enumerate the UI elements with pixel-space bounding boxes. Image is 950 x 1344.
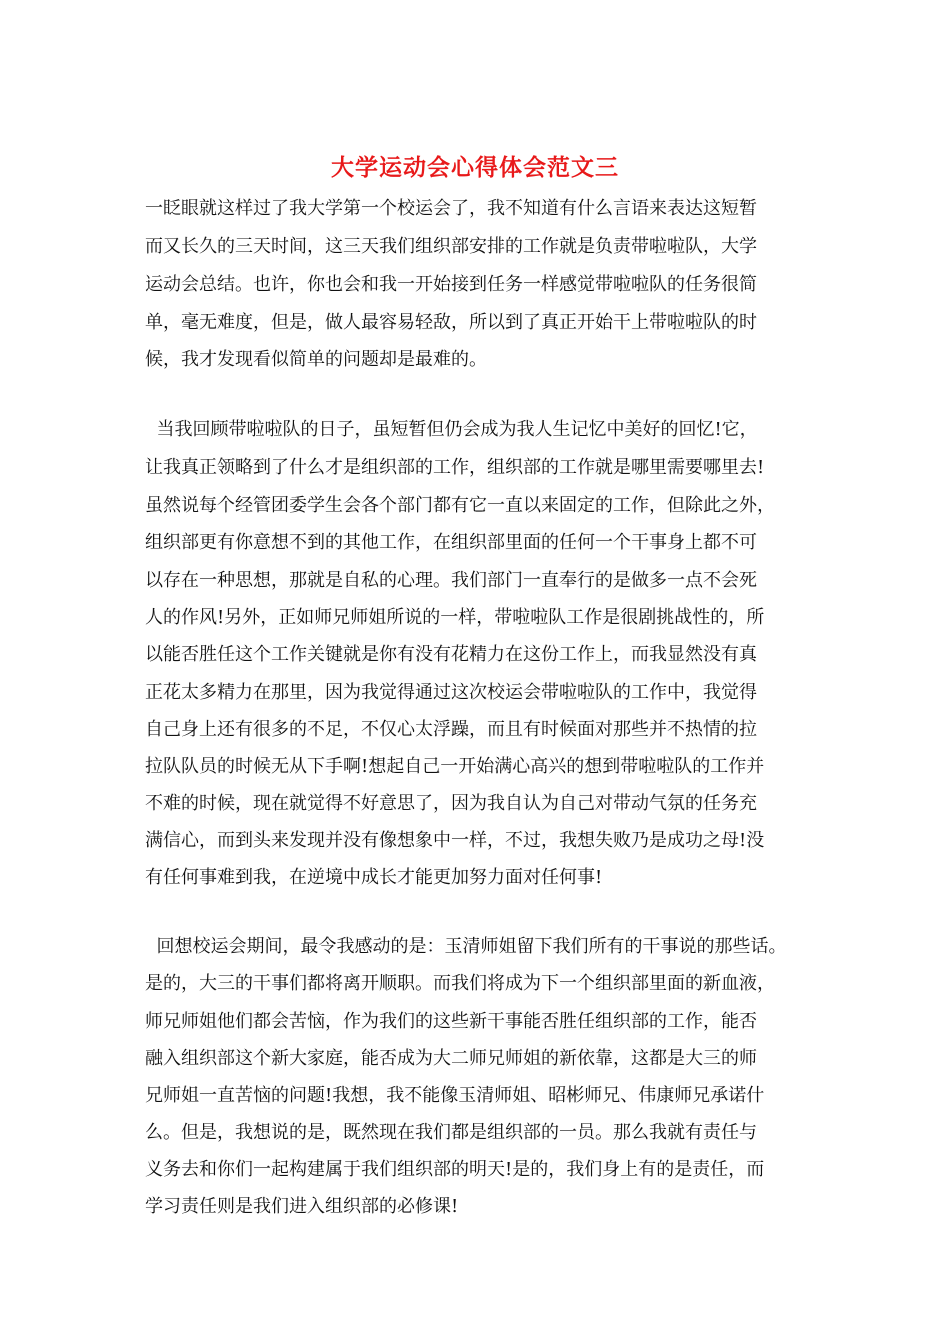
document-title: 大学运动会心得体会范文三 [331, 154, 619, 181]
text-line: 以能否胜任这个工作关键就是你有没有花精力在这份工作上，而我显然没有真 [145, 644, 757, 665]
text-line: 义务去和你们一起构建属于我们组织部的明天!是的，我们身上有的是责任，而 [145, 1159, 765, 1180]
text-line: 单，毫无难度，但是，做人最容易轻敌，所以到了真正开始干上带啦啦队的时 [145, 312, 757, 333]
text-line: 不难的时候，现在就觉得不好意思了，因为我自认为自己对带动气氛的任务充 [145, 793, 757, 814]
text-line: 以存在一种思想，那就是自私的心理。我们部门一直奉行的是做多一点不会死 [145, 570, 757, 591]
text-line: 而又长久的三天时间，这三天我们组织部安排的工作就是负责带啦啦队，大学 [145, 236, 757, 257]
text-line: 兄师姐一直苦恼的问题!我想，我不能像玉清师姐、昭彬师兄、伟康师兄承诺什 [145, 1085, 765, 1106]
text-line: 虽然说每个经管团委学生会各个部门都有它一直以来固定的工作，但除此之外， [145, 495, 775, 516]
text-line: 组织部更有你意想不到的其他工作，在组织部里面的任何一个干事身上都不可 [145, 532, 757, 553]
text-line: 满信心，而到头来发现并没有像想象中一样，不过，我想失败乃是成功之母!没 [145, 830, 765, 851]
text-line: 人的作风!另外，正如师兄师姐所说的一样，带啦啦队工作是很剧挑战性的，所 [145, 607, 765, 628]
text-line: 么。但是，我想说的是，既然现在我们都是组织部的一员。那么我就有责任与 [145, 1122, 757, 1143]
text-line: 运动会总结。也许，你也会和我一开始接到任务一样感觉带啦啦队的任务很简 [145, 274, 757, 295]
text-line: 学习责任则是我们进入组织部的必修课! [145, 1196, 459, 1217]
text-line: 候，我才发现看似简单的问题却是最难的。 [145, 349, 487, 370]
text-line: 回想校运会期间，最令我感动的是：玉清师姐留下我们所有的干事说的那些话。 [145, 936, 787, 957]
text-line: 拉队队员的时候无从下手啊!想起自己一开始满心高兴的想到带啦啦队的工作并 [145, 756, 765, 777]
text-line: 一眨眼就这样过了我大学第一个校运会了，我不知道有什么言语来表达这短暂 [145, 198, 757, 219]
text-line: 自己身上还有很多的不足，不仅心太浮躁，而且有时候面对那些并不热情的拉 [145, 719, 757, 740]
text-line: 让我真正领略到了什么才是组织部的工作，组织部的工作就是哪里需要哪里去! [145, 457, 765, 478]
text-line: 有任何事难到我，在逆境中成长才能更加努力面对任何事! [145, 867, 603, 888]
text-line: 是的，大三的干事们都将离开顺职。而我们将成为下一个组织部里面的新血液， [145, 973, 775, 994]
text-line: 融入组织部这个新大家庭，能否成为大二师兄师姐的新依靠，这都是大三的师 [145, 1048, 757, 1069]
text-line: 正花太多精力在那里，因为我觉得通过这次校运会带啦啦队的工作中，我觉得 [145, 682, 757, 703]
text-line: 师兄师姐他们都会苦恼，作为我们的这些新干事能否胜任组织部的工作，能否 [145, 1011, 757, 1032]
text-line: 当我回顾带啦啦队的日子，虽短暂但仍会成为我人生记忆中美好的回忆!它， [145, 419, 758, 440]
